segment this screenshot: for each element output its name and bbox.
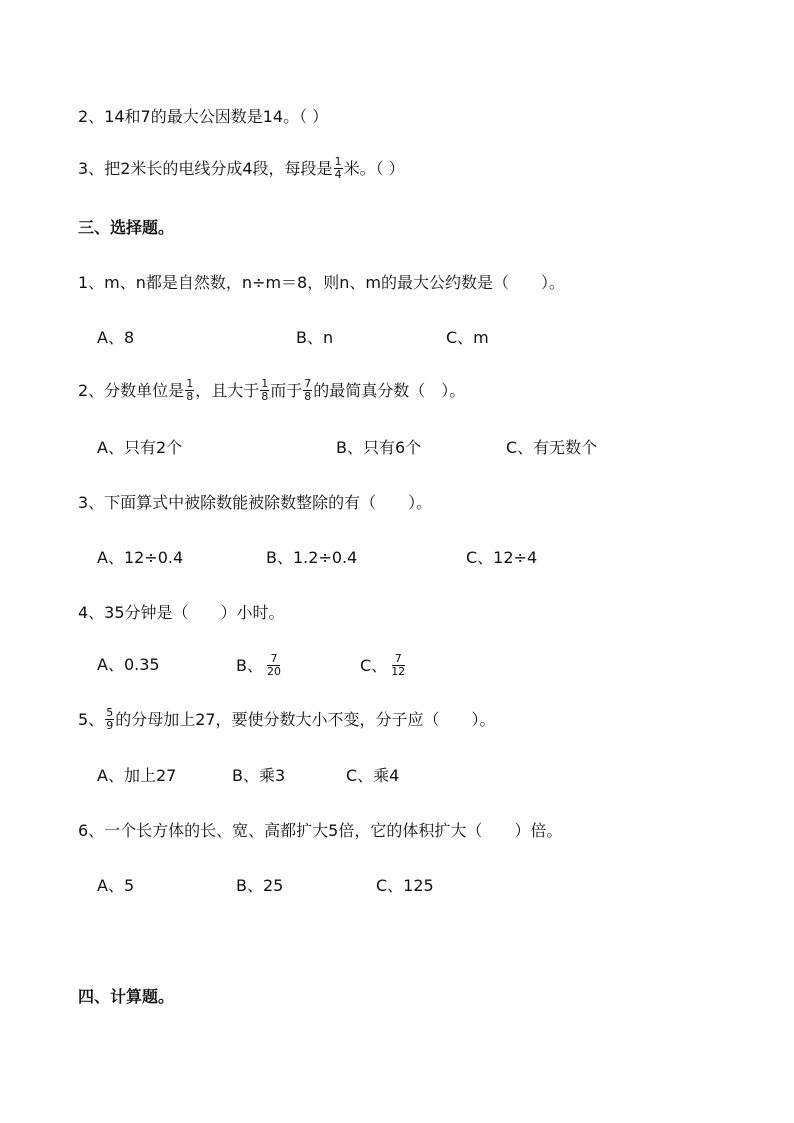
fraction-denominator: 8 [261, 390, 269, 403]
fraction-denominator: 4 [334, 168, 342, 181]
fraction-denominator: 12 [391, 665, 406, 678]
fraction-denominator: 20 [266, 665, 281, 678]
question-4-option-a: A、0.35 [97, 655, 160, 674]
question-3-option-a: A、12÷0.4 [97, 548, 184, 567]
fraction-one-eighth [185, 378, 194, 403]
fraction-seven-twentieths [264, 653, 284, 678]
question-6: 6、一个长方体的长、宽、高都扩大5倍，它的体积扩大（ ）倍。 [78, 821, 563, 840]
question-2-option-c: C、有无数个 [506, 438, 598, 457]
fraction-denominator: 8 [304, 390, 312, 403]
option-label: C、 [360, 656, 388, 675]
question-3-option-b: B、1.2÷0.4 [266, 548, 358, 567]
item-text-after: 米。（ ） [343, 159, 405, 178]
option-label: B、 [236, 656, 263, 675]
question-6-option-a: A、5 [97, 876, 135, 895]
question-2-option-b: B、只有6个 [336, 438, 422, 457]
fraction-seven-eighths [303, 378, 312, 403]
question-3: 3、下面算式中被除数能被除数整除的有（ ）。 [78, 493, 433, 512]
fraction-one-eighth [260, 378, 269, 403]
question-4: 4、35分钟是（ ）小时。 [78, 603, 285, 622]
fraction-numerator: 5 [106, 706, 114, 719]
question-6-option-c: C、125 [376, 876, 434, 895]
question-1: 1、m、n都是自然数，n÷m＝8，则n、m的最大公约数是（ ）。 [78, 273, 565, 292]
question-5-text: 的分母加上27，要使分数大小不变，分子应（ ）。 [115, 710, 496, 729]
question-2-part1: 2、分数单位是 [78, 381, 185, 400]
question-1-option-b: B、n [296, 328, 334, 347]
question-5 [78, 708, 496, 733]
question-4-option-c [360, 654, 409, 679]
question-2 [78, 379, 465, 404]
question-2-option-a: A、只有2个 [97, 438, 183, 457]
section-heading-choice: 三、选择题。 [78, 218, 175, 237]
judgement-item-2 [78, 106, 328, 128]
question-4-option-b [236, 654, 285, 679]
item-text: 14和7的最大公因数是14。（ ） [104, 107, 329, 126]
fraction-one-quarter [334, 156, 343, 181]
fraction-numerator: 7 [267, 653, 280, 666]
fraction-seven-twelfths [388, 653, 408, 678]
question-6-option-b: B、25 [236, 876, 284, 895]
fraction-denominator: 8 [186, 390, 194, 403]
fraction-five-ninths [105, 707, 114, 732]
item-number: 5、 [78, 710, 105, 729]
judgement-item-3 [78, 157, 405, 182]
section-heading-calculation: 四、计算题。 [78, 987, 175, 1006]
question-2-part3: 而于 [270, 381, 303, 400]
fraction-numerator: 7 [304, 377, 312, 390]
item-number: 2、 [78, 107, 105, 126]
question-5-option-a: A、加上27 [97, 766, 177, 785]
item-number: 3、 [78, 159, 105, 178]
item-text-before: 把2米长的电线分成4段，每段是 [104, 159, 333, 178]
question-5-option-b: B、乘3 [232, 766, 286, 785]
fraction-numerator: 1 [261, 377, 269, 390]
fraction-denominator: 9 [106, 719, 114, 732]
question-5-option-c: C、乘4 [346, 766, 400, 785]
fraction-numerator: 1 [186, 377, 194, 390]
fraction-numerator: 7 [392, 653, 405, 666]
question-2-part2: ，且大于 [195, 381, 260, 400]
question-3-option-c: C、12÷4 [466, 548, 538, 567]
question-2-part4: 的最简真分数（ ）。 [313, 381, 466, 400]
question-1-option-a: A、8 [97, 328, 135, 347]
fraction-numerator: 1 [334, 155, 342, 168]
question-1-option-c: C、m [446, 328, 489, 347]
